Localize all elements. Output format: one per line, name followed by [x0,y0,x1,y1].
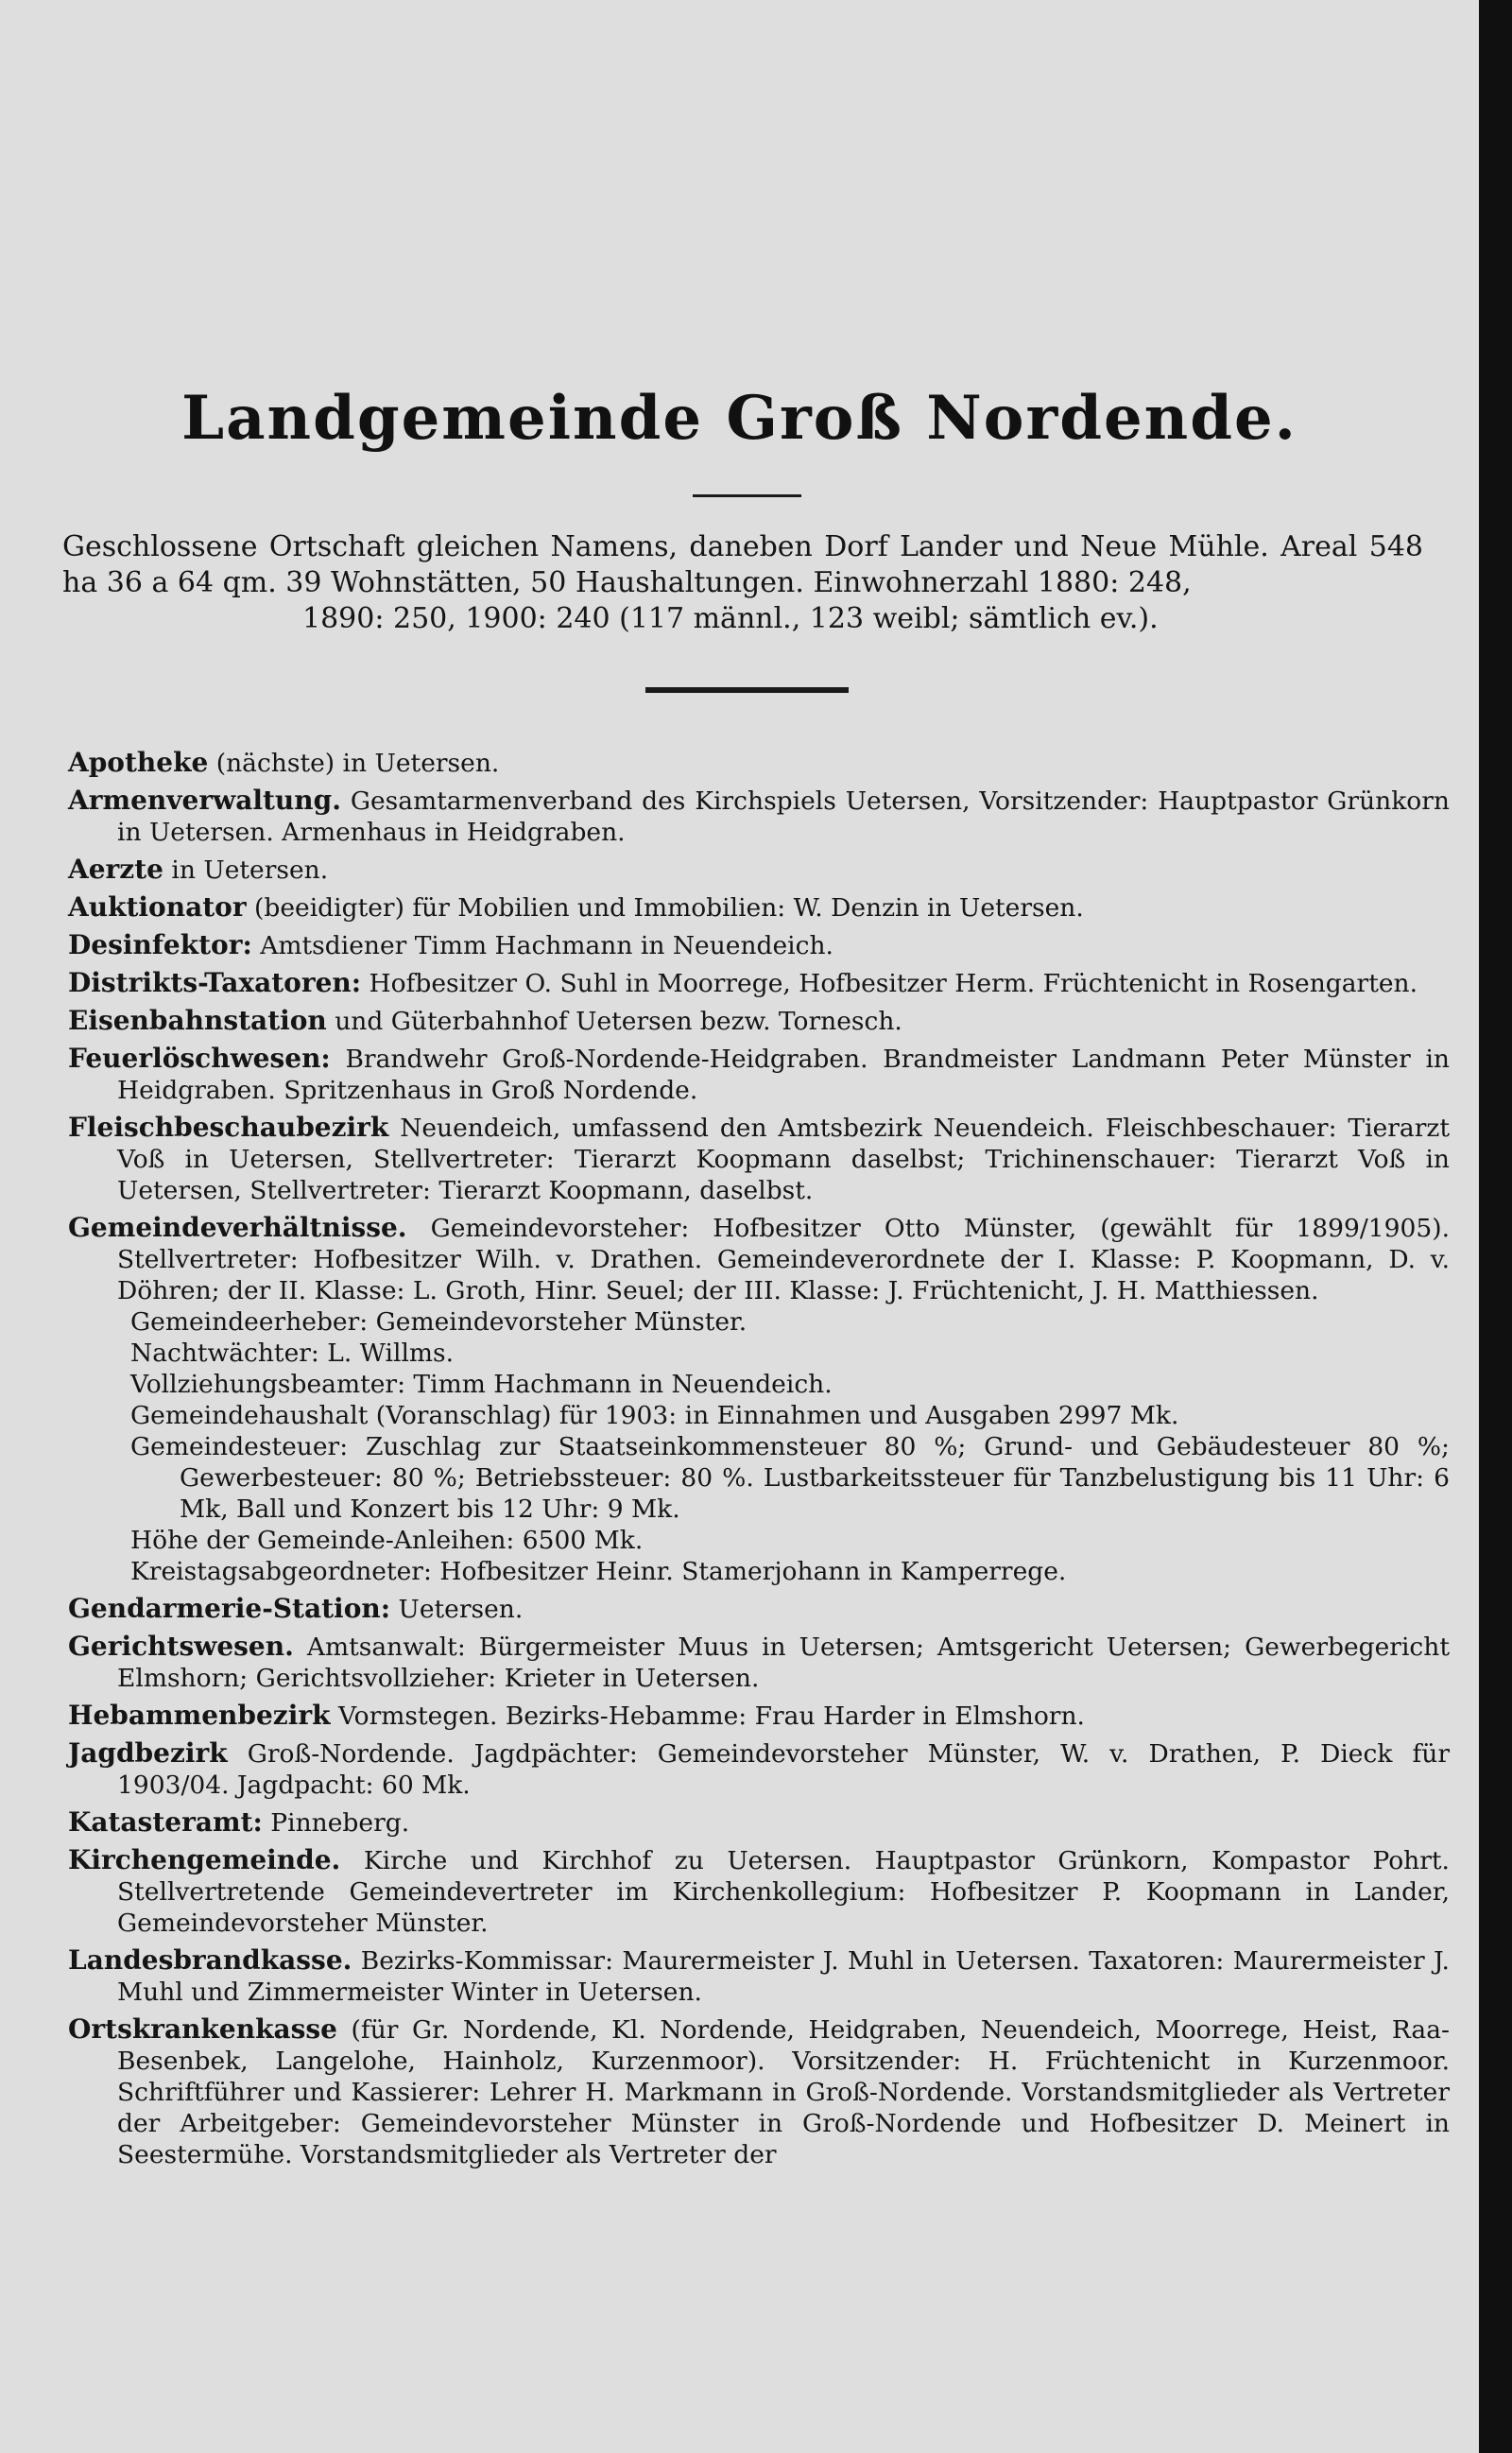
page-edge-shadow [1479,0,1512,2453]
entry-text: und Güterbahnhof Uetersen bezw. Tornesch. [335,1007,902,1036]
entry [68,2013,1450,2170]
entry [68,1005,1450,1037]
sub-entry [68,1306,1450,1338]
entry-text: Neuendeich, umfassend den Amtsbezirk Neuendeich. Fleischbeschauer: Tierarzt Voß in Uetersen, Stellvertreter: Tierarzt Koopmann daselbst; Trichinenschauer: Tierarzt Voß in Uetersen, Stellvertreter: Tierarzt Koopmann, daselbst. [117,1114,1450,1205]
entry-text: Uetersen. [398,1595,524,1624]
entry [68,929,1450,961]
entry-heading: Hebammenbezirk [68,1700,331,1731]
entry-list [68,747,1450,2170]
entry-heading: Gemeindeverhältnisse. [68,1212,407,1243]
title-divider [693,494,801,497]
sub-entry [68,1338,1450,1369]
entry-text: Gemeindehaushalt (Voranschlag) für 1903: in Einnahmen und Ausgaben 2997 Mk. [130,1401,1179,1430]
entry [68,1593,1450,1625]
entry-text: Brandwehr Groß-Nordende-Heidgraben. Brandmeister Landmann Peter Münster in Heidgraben. Spritzenhaus in Groß Nordende. [117,1045,1450,1105]
entry [68,1043,1450,1106]
entry [68,1112,1450,1206]
entry-text: Kreistagsabgeordneter: Hofbesitzer Heinr. Stamerjohann in Kamperrege. [130,1557,1067,1586]
entry-text: Gemeindevorsteher: Hofbesitzer Otto Münster, (gewählt für 1899/1905). Stellvertreter: Hofbesitzer Wilh. v. Drathen. Gemeindeverordnete der I. Klasse: P. Koopmann, D. v. Döhren; der II. Klasse: L. Groth, Hinr. Seuel; der III. Klasse: J. Früchtenicht, J. H. Matthiessen. [117,1214,1450,1305]
entry-heading: Gendarmerie-Station: [68,1593,391,1624]
entry-text: (nächste) in Uetersen. [215,749,500,778]
entry [68,1737,1450,1801]
entry-heading: Ortskrankenkasse [68,2013,337,2045]
entry-heading: Apotheke [68,747,209,778]
page-title: Landgemeinde Groß Nordende. [181,383,1297,454]
entry-text: Amtsanwalt: Bürgermeister Muus in Uetersen; Amtsgericht Uetersen; Gewerbegericht Elmshorn; Gerichtsvollzieher: Krieter in Uetersen. [117,1632,1450,1693]
entry-text: Hofbesitzer O. Suhl in Moorrege, Hofbesitzer Herm. Früchtenicht in Rosengarten. [369,969,1418,998]
sub-entry [68,1556,1450,1587]
entry-heading: Distrikts-Taxatoren: [68,967,362,998]
entry-text: Höhe der Gemeinde-Anleihen: 6500 Mk. [130,1526,644,1555]
entry-text: Pinneberg. [270,1808,410,1838]
entry-text: Bezirks-Kommissar: Maurermeister J. Muhl in Uetersen. Taxatoren: Maurermeister J. Muhl und Zimmermeister Winter in Uetersen. [117,1946,1450,2007]
entry-text: (beeidigter) für Mobilien und Immobilien: W. Denzin in Uetersen. [254,893,1084,923]
entry [68,891,1450,924]
entry-text: Kirche und Kirchhof zu Uetersen. Hauptpastor Grünkorn, Kompastor Pohrt. Stellvertretende Gemeindevertreter im Kirchenkollegium: Hofbesitzer P. Koopmann in Lander, Gemeindevorsteher Münster. [117,1846,1450,1938]
entry [68,1806,1450,1839]
entry-text: Nachtwächter: L. Willms. [130,1339,455,1368]
entry [68,1212,1450,1306]
entry-heading: Jagdbezirk [68,1737,228,1769]
entry-heading: Fleischbeschaubezirk [68,1112,389,1143]
entry [68,747,1450,779]
entry-text: Gemeindeerheber: Gemeindevorsteher Münster. [130,1307,747,1337]
entry [68,1844,1450,1939]
entry-heading: Gerichtswesen. [68,1631,294,1662]
entry [68,1944,1450,2008]
entry-heading: Desinfektor: [68,929,252,960]
entry-text: Gemeindesteuer: Zuschlag zur Staatseinkommensteuer 80 %; Grund- und Gebäudesteuer 80 %; Gewerbesteuer: 80 %; Betriebssteuer: 80 %. Lustbarkeitssteuer für Tanzbelustigung bis 11 Uhr: 6 Mk, Ball und Konzert bis 12 Uhr: 9 Mk. [130,1432,1450,1524]
entry-text: in Uetersen. [171,855,329,885]
intro-paragraph [62,529,1423,637]
intro-text: Geschlossene Ortschaft gleichen Namens, daneben Dorf Lander und Neue Mühle. Areal 548 ha 36 a 64 qm. 39 Wohnstätten, 50 Haushaltungen. Einwohnerzahl 1880: 248, [62,530,1423,599]
entry [68,1700,1450,1732]
sub-entry [68,1400,1450,1431]
sub-entry [68,1431,1450,1525]
sub-entry [68,1369,1450,1400]
entry-heading: Aerzte [68,854,163,885]
entry-heading: Feuerlöschwesen: [68,1043,331,1074]
entry [68,1631,1450,1694]
entry [68,785,1450,848]
entry-text: Amtsdiener Timm Hachmann in Neuendeich. [260,931,833,960]
entry-heading: Landesbrandkasse. [68,1944,352,1976]
entry-text: Gesamtarmenverband des Kirchspiels Uetersen, Vorsitzender: Hauptpastor Grünkorn in Uetersen. Armenhaus in Heidgraben. [117,786,1450,847]
sub-entry [68,1525,1450,1556]
entry-heading: Armenverwaltung. [68,785,341,816]
entry-heading: Auktionator [68,891,247,923]
entry-text: Groß-Nordende. Jagdpächter: Gemeindevorsteher Münster, W. v. Drathen, P. Dieck für 1903/04. Jagdpacht: 60 Mk. [117,1739,1450,1800]
entry-heading: Kirchengemeinde. [68,1844,341,1875]
entry-heading: Katasteramt: [68,1806,263,1838]
entry-heading: Eisenbahnstation [68,1005,327,1036]
entry [68,967,1450,999]
entry-text: Vollziehungsbeamter: Timm Hachmann in Neuendeich. [130,1370,833,1399]
entry-text: Vormstegen. Bezirks-Hebamme: Frau Harder in Elmshorn. [337,1702,1085,1731]
entry [68,854,1450,886]
intro-text-last-line: 1890: 250, 1900: 240 (117 männl., 123 weibl; sämtlich ev.). [302,602,1159,635]
section-divider [645,687,849,693]
entry-text: (für Gr. Nordende, Kl. Nordende, Heidgraben, Neuendeich, Moorrege, Heist, Raa-Besenbek, Langelohe, Hainholz, Kurzenmoor). Vorsitzender: H. Früchtenicht in Kurzenmoor. Schriftführer und Kassierer: Lehrer H. Markmann in Groß-Nordende. Vorstandsmitglieder als Vertreter der Arbeitgeber: Gemeindevorsteher Münster in Groß-Nordende und Hofbesitzer D. Meinert in Seestermühe. Vorstandsmitglieder als Vertreter der [117,2015,1450,2169]
